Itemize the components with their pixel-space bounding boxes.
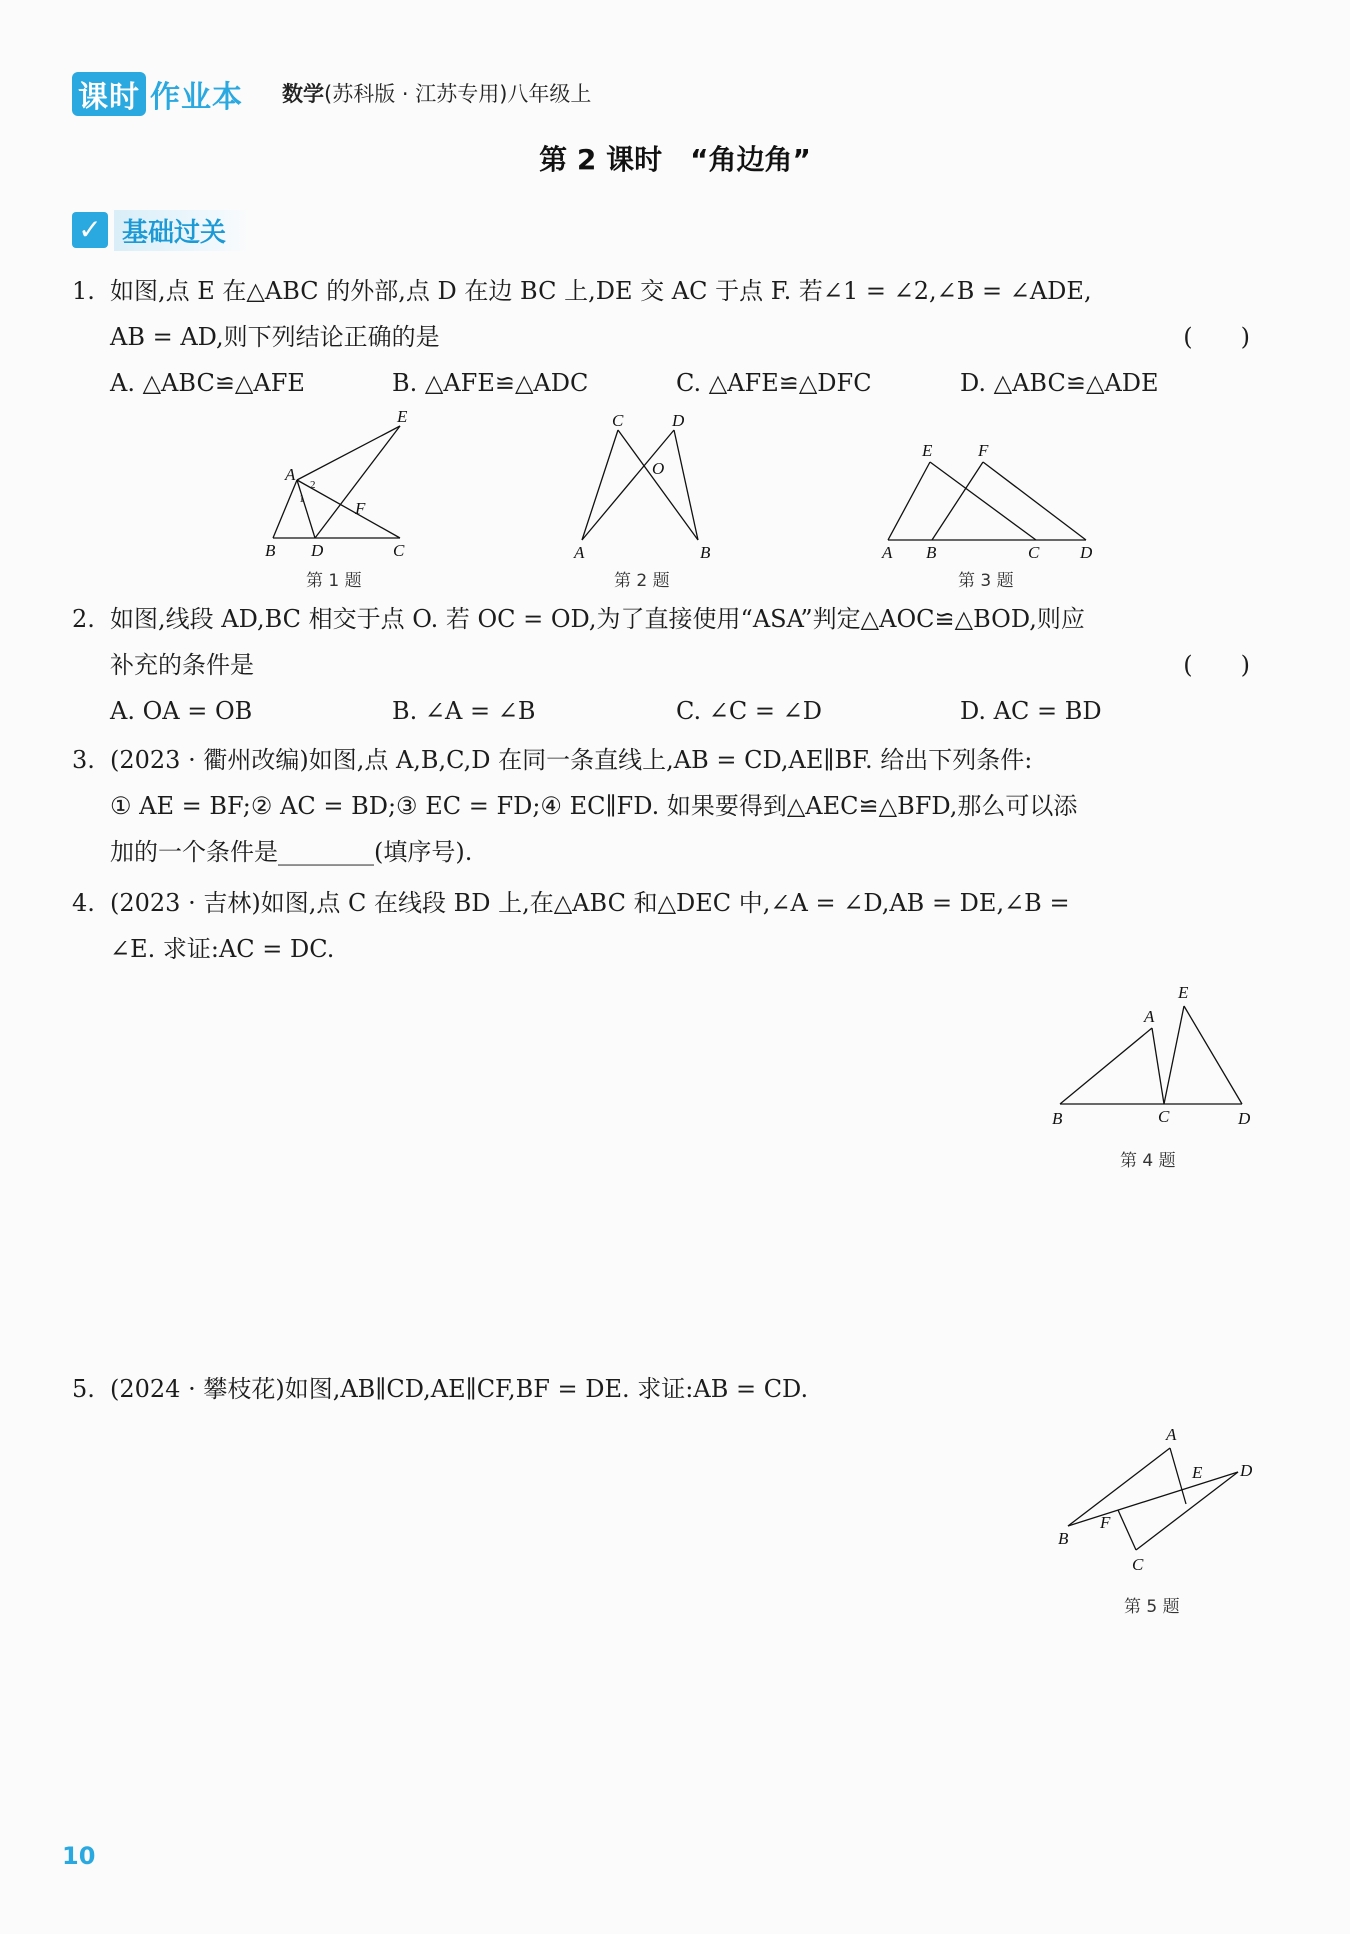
point-label: C <box>1028 543 1040 562</box>
logo-text: 作业本 <box>150 80 243 115</box>
point-label: F <box>355 499 366 518</box>
option-a: A. △ABC≌△AFE <box>110 369 305 397</box>
question-text: (2024 · 攀枝花)如图,AB∥CD,AE∥CF,BF = DE. 求证:AB = CD. <box>110 1375 809 1403</box>
question-text: 如图,线段 AD,BC 相交于点 O. 若 OC = OD,为了直接使用“ASA”判定△AOC≌△BOD,则应 <box>110 605 1085 633</box>
section-title: 基础过关 <box>114 210 250 251</box>
figure-caption: 第 1 题 <box>306 571 362 591</box>
question-number: 4. <box>72 889 95 917</box>
point-label: F <box>978 441 989 460</box>
figure-5 <box>1050 1420 1260 1580</box>
point-label: D <box>672 412 685 430</box>
answer-blank: ( ) <box>1183 323 1250 351</box>
figure-1 <box>255 408 435 568</box>
question-text: 补充的条件是 <box>110 651 254 679</box>
figure-2 <box>568 412 728 562</box>
point-label: B <box>265 541 276 560</box>
point-label: B <box>1058 1529 1069 1548</box>
option-d: D. △ABC≌△ADE <box>960 369 1159 397</box>
option-c: C. ∠C = ∠D <box>676 697 822 725</box>
point-label: F <box>1100 1513 1111 1532</box>
point-label: A <box>1144 1007 1155 1026</box>
point-label: A <box>882 543 893 562</box>
question-text: 如图,点 E 在△ABC 的外部,点 D 在边 BC 上,DE 交 AC 于点 F. 若∠1 = ∠2,∠B = ∠ADE, <box>110 277 1092 305</box>
question-text: ① AE = BF;② AC = BD;③ EC = FD;④ EC∥FD. 如果要得到△AEC≌△BFD,那么可以添 <box>110 792 1078 820</box>
option-b: B. ∠A = ∠B <box>392 697 536 725</box>
figure-caption: 第 2 题 <box>614 571 670 591</box>
option-a: A. OA = OB <box>110 697 253 725</box>
angle-label: 2 <box>310 479 316 491</box>
point-label: E <box>397 408 408 426</box>
option-d: D. AC = BD <box>960 697 1102 725</box>
point-label: B <box>700 543 711 562</box>
option-b: B. △AFE≌△ADC <box>392 369 589 397</box>
page-number: 10 <box>62 1842 96 1870</box>
figure-caption: 第 4 题 <box>1120 1151 1176 1171</box>
question-text: 加的一个条件是________(填序号). <box>110 838 473 866</box>
point-label: A <box>285 465 296 484</box>
question-number: 2. <box>72 605 95 633</box>
question-text: (2023 · 衢州改编)如图,点 A,B,C,D 在同一条直线上,AB = CD,AE∥BF. 给出下列条件: <box>110 746 1033 774</box>
answer-blank: ( ) <box>1183 651 1250 679</box>
figure-caption: 第 5 题 <box>1124 1597 1180 1617</box>
point-label: C <box>1132 1555 1144 1574</box>
point-label: B <box>1052 1109 1063 1128</box>
book-info <box>282 78 591 108</box>
point-label: C <box>393 541 405 560</box>
question-text: ∠E. 求证:AC = DC. <box>110 935 335 963</box>
logo-highlight: 课时 <box>72 72 146 116</box>
question-number: 3. <box>72 746 95 774</box>
series-logo <box>72 72 243 116</box>
figure-3 <box>878 440 1098 562</box>
point-label: E <box>1178 983 1189 1002</box>
point-label: D <box>311 541 324 560</box>
point-label: D <box>1080 543 1093 562</box>
subject-label: 数学 <box>282 82 324 106</box>
point-label: E <box>922 441 933 460</box>
question-text: AB = AD,则下列结论正确的是 <box>110 323 440 351</box>
figure-caption: 第 3 题 <box>958 571 1014 591</box>
question-number: 1. <box>72 277 95 305</box>
lesson-title: 第 2 课时 “角边角” <box>539 143 811 176</box>
point-label: D <box>1238 1109 1251 1128</box>
figure-4 <box>1042 980 1252 1130</box>
section-header <box>72 210 250 250</box>
question-text: (2023 · 吉林)如图,点 C 在线段 BD 上,在△ABC 和△DEC 中,∠A = ∠D,AB = DE,∠B = <box>110 889 1070 917</box>
edition-label: (苏科版 · 江苏专用)八年级上 <box>324 82 592 106</box>
point-label: A <box>1166 1425 1177 1444</box>
point-label: B <box>926 543 937 562</box>
point-label: O <box>652 459 665 478</box>
option-c: C. △AFE≌△DFC <box>676 369 872 397</box>
angle-label: 1 <box>299 493 305 505</box>
point-label: E <box>1192 1463 1203 1482</box>
point-label: A <box>574 543 585 562</box>
question-number: 5. <box>72 1375 95 1403</box>
checkmark-icon: ✓ <box>72 212 108 248</box>
point-label: C <box>612 412 624 430</box>
point-label: D <box>1240 1461 1253 1480</box>
point-label: C <box>1158 1107 1170 1126</box>
